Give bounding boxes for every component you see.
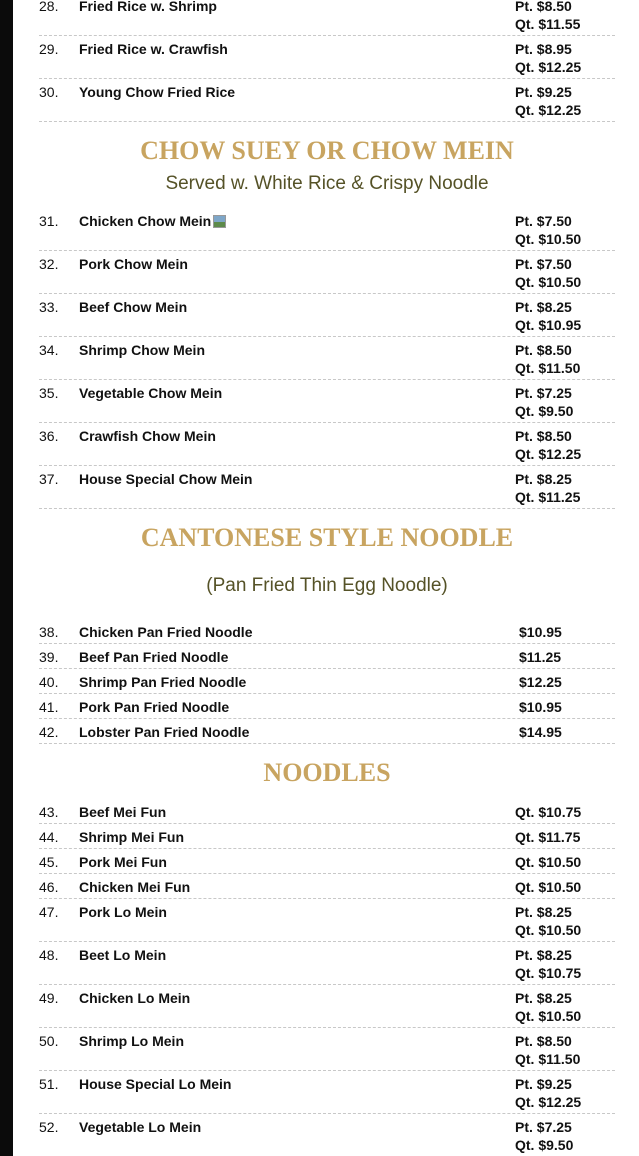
pint-price: Pt. $8.95 xyxy=(515,41,572,57)
item-name: Shrimp Chow Mein xyxy=(79,342,205,358)
item-number: 33. xyxy=(39,299,59,315)
item-number: 36. xyxy=(39,428,59,444)
item-number: 47. xyxy=(39,904,59,920)
menu-item xyxy=(39,298,615,337)
item-name-wrap xyxy=(79,212,226,230)
item-price xyxy=(515,470,580,506)
item-number: 42. xyxy=(39,724,59,740)
menu-item xyxy=(39,853,615,874)
quart-price: Qt. $10.50 xyxy=(515,1008,582,1024)
item-name: Pork Pan Fried Noodle xyxy=(79,699,230,715)
item-name: Beef Mei Fun xyxy=(79,804,167,820)
item-price xyxy=(515,989,581,1025)
item-number: 34. xyxy=(39,342,59,358)
pint-price: Pt. $7.50 xyxy=(515,256,572,272)
pint-price: Pt. $8.50 xyxy=(515,342,572,358)
item-price xyxy=(515,946,581,982)
item-number: 29. xyxy=(39,41,59,57)
item-number: 32. xyxy=(39,256,59,272)
item-price: $14.95 xyxy=(519,724,562,740)
item-price xyxy=(515,40,581,76)
item-price xyxy=(515,1118,573,1154)
item-number: 41. xyxy=(39,699,59,715)
item-number: 37. xyxy=(39,471,59,487)
menu-item xyxy=(39,623,615,644)
item-price xyxy=(515,255,581,291)
item-number: 52. xyxy=(39,1119,59,1135)
pint-price: Pt. $7.25 xyxy=(515,1119,572,1135)
item-price xyxy=(515,384,573,420)
quart-price: Qt. $12.25 xyxy=(515,102,582,118)
menu-item xyxy=(39,255,615,294)
item-name: Crawfish Chow Mein xyxy=(79,428,216,444)
menu-item xyxy=(39,828,615,849)
quart-price: Qt. $10.75 xyxy=(515,804,582,820)
pint-price: Pt. $8.50 xyxy=(515,428,572,444)
menu-item xyxy=(39,384,615,423)
item-name: Shrimp Lo Mein xyxy=(79,1033,184,1049)
quart-price: Qt. $9.50 xyxy=(515,403,574,419)
section-title: NOODLES xyxy=(263,758,391,787)
quart-price: Qt. $11.50 xyxy=(515,1051,581,1067)
pint-price: Pt. $8.25 xyxy=(515,904,572,920)
menu-item xyxy=(39,1075,615,1114)
pint-price: Pt. $8.25 xyxy=(515,947,572,963)
item-number: 51. xyxy=(39,1076,59,1092)
pint-price: Pt. $9.25 xyxy=(515,1076,572,1092)
section-title: CHOW SUEY OR CHOW MEIN xyxy=(140,136,514,165)
item-name: Chicken Mei Fun xyxy=(79,879,191,895)
menu-item xyxy=(39,341,615,380)
item-number: 30. xyxy=(39,84,59,100)
pint-price: Pt. $8.25 xyxy=(515,471,572,487)
menu-item xyxy=(39,212,615,251)
quart-price: Qt. $12.25 xyxy=(515,1094,582,1110)
quart-price: Qt. $10.95 xyxy=(515,317,582,333)
menu-item xyxy=(39,470,615,509)
item-price xyxy=(515,1075,581,1111)
pint-price: Pt. $8.25 xyxy=(515,299,572,315)
quart-price: Qt. $10.50 xyxy=(515,922,582,938)
item-number: 39. xyxy=(39,649,59,665)
menu-item xyxy=(39,803,615,824)
menu-item xyxy=(39,946,615,985)
item-price: $10.95 xyxy=(519,699,562,715)
quart-price: Qt. $11.75 xyxy=(515,829,581,845)
quart-price: Qt. $10.50 xyxy=(515,879,582,895)
quart-price: Qt. $11.55 xyxy=(515,16,581,32)
item-name: Vegetable Lo Mein xyxy=(79,1119,202,1135)
section-title: CANTONESE STYLE NOODLE xyxy=(140,523,514,552)
item-name: Vegetable Chow Mein xyxy=(79,385,223,401)
item-name: Chicken Chow Mein xyxy=(79,213,212,229)
menu-item xyxy=(39,83,615,122)
section-subtitle: Served w. White Rice & Crispy Noodle xyxy=(165,173,489,194)
quart-price: Qt. $12.25 xyxy=(515,446,582,462)
menu-item xyxy=(39,1032,615,1071)
item-price: $10.95 xyxy=(519,624,562,640)
pint-price: Pt. $8.25 xyxy=(515,990,572,1006)
item-name: Chicken Lo Mein xyxy=(79,990,191,1006)
item-name: Beet Lo Mein xyxy=(79,947,167,963)
left-border-bar xyxy=(0,0,13,1156)
item-number: 43. xyxy=(39,804,59,820)
menu-item xyxy=(39,878,615,899)
item-name: Pork Chow Mein xyxy=(79,256,188,272)
quart-price: Qt. $10.50 xyxy=(515,274,582,290)
item-price xyxy=(515,298,581,334)
quart-price: Qt. $10.50 xyxy=(515,854,582,870)
quart-price: Qt. $11.50 xyxy=(515,360,581,376)
broken-image-icon[interactable] xyxy=(213,215,226,228)
item-price: $11.25 xyxy=(519,649,562,665)
item-number: 45. xyxy=(39,854,59,870)
item-name: Fried Rice w. Crawfish xyxy=(79,41,228,57)
item-price xyxy=(515,1032,580,1068)
menu-item xyxy=(39,698,615,719)
item-number: 46. xyxy=(39,879,59,895)
menu-item xyxy=(39,427,615,466)
item-name: House Special Lo Mein xyxy=(79,1076,232,1092)
quart-price: Qt. $12.25 xyxy=(515,59,582,75)
item-price xyxy=(515,341,580,377)
menu-item xyxy=(39,648,615,669)
item-number: 31. xyxy=(39,213,59,229)
item-name: Pork Mei Fun xyxy=(79,854,167,870)
quart-price: Qt. $10.50 xyxy=(515,231,582,247)
item-number: 50. xyxy=(39,1033,59,1049)
pint-price: Pt. $9.25 xyxy=(515,84,572,100)
item-price xyxy=(515,83,581,119)
item-number: 48. xyxy=(39,947,59,963)
pint-price: Pt. $8.50 xyxy=(515,1033,572,1049)
item-price xyxy=(515,212,581,248)
item-number: 28. xyxy=(39,0,59,14)
menu-item xyxy=(39,1118,615,1154)
menu-item xyxy=(39,989,615,1028)
item-name: Shrimp Pan Fried Noodle xyxy=(79,674,247,690)
quart-price: Qt. $9.50 xyxy=(515,1137,574,1153)
menu-item xyxy=(39,0,615,36)
quart-price: Qt. $11.25 xyxy=(515,489,581,505)
item-price: $12.25 xyxy=(519,674,562,690)
item-price xyxy=(515,903,581,939)
item-price xyxy=(515,0,580,33)
item-name: Chicken Pan Fried Noodle xyxy=(79,624,253,640)
item-name: Fried Rice w. Shrimp xyxy=(79,0,217,14)
item-number: 44. xyxy=(39,829,59,845)
item-name: Lobster Pan Fried Noodle xyxy=(79,724,250,740)
menu-item xyxy=(39,673,615,694)
item-number: 49. xyxy=(39,990,59,1006)
section-subtitle: (Pan Fried Thin Egg Noodle) xyxy=(206,575,448,596)
item-name: Beef Pan Fried Noodle xyxy=(79,649,229,665)
item-name: Shrimp Mei Fun xyxy=(79,829,184,845)
item-number: 40. xyxy=(39,674,59,690)
item-name: Pork Lo Mein xyxy=(79,904,167,920)
item-name: Young Chow Fried Rice xyxy=(79,84,236,100)
quart-price: Qt. $10.75 xyxy=(515,965,582,981)
item-name: House Special Chow Mein xyxy=(79,471,253,487)
item-price xyxy=(515,427,581,463)
menu-item xyxy=(39,40,615,79)
menu-item xyxy=(39,903,615,942)
item-number: 35. xyxy=(39,385,59,401)
menu-item xyxy=(39,723,615,744)
menu-content xyxy=(39,0,615,1156)
pint-price: Pt. $7.25 xyxy=(515,385,572,401)
item-name: Beef Chow Mein xyxy=(79,299,188,315)
pint-price: Pt. $7.50 xyxy=(515,213,572,229)
pint-price: Pt. $8.50 xyxy=(515,0,572,14)
item-number: 38. xyxy=(39,624,59,640)
